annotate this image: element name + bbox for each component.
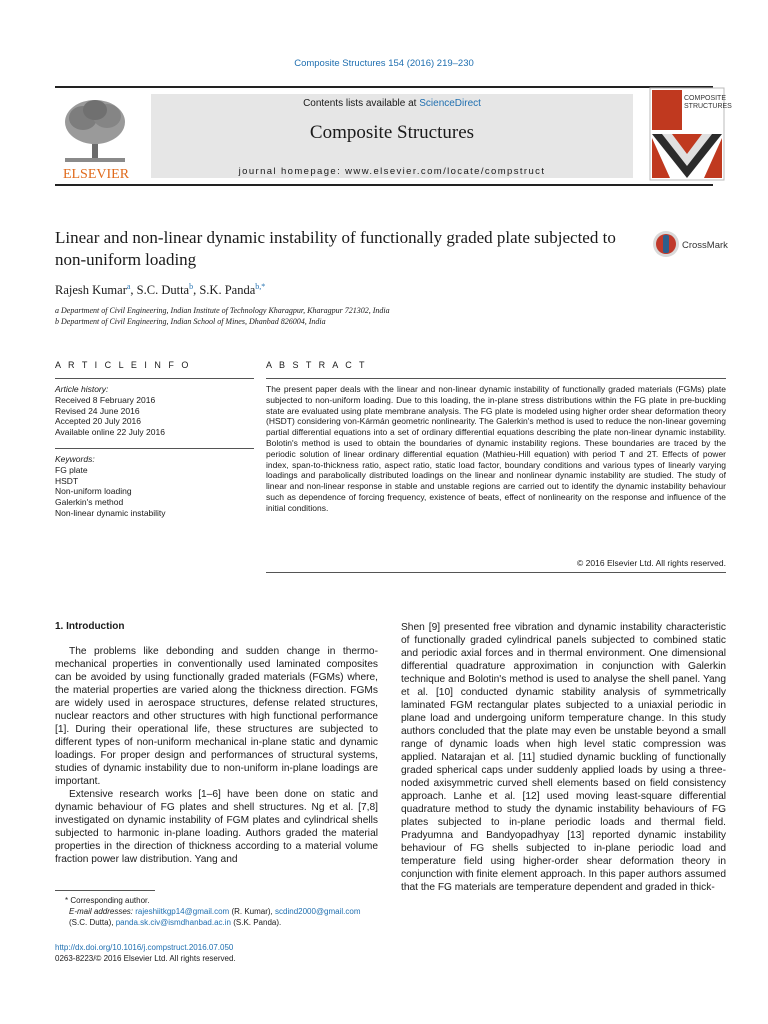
article-info-rule	[55, 378, 254, 379]
body-paragraph: Extensive research works [1–6] have been done on static and dynamic behaviour of FG plates and shell structures. Ng et al. [7,8] investigated on dynamic instability of FGM plates and cylindrical shells subjected to harmonic in-plane loading. Authors graded the material properties in the direction of thickness according to a material volume fraction power law distribution. Yang and	[55, 789, 378, 865]
keyword: FG plate	[55, 464, 88, 475]
keyword: HSDT	[55, 475, 79, 486]
article-info-divider	[55, 448, 254, 449]
history-item: Accepted 20 July 2016	[55, 416, 142, 427]
email-link[interactable]: rajeshiitkgp14@gmail.com	[135, 907, 230, 916]
abstract-text: The present paper deals with the linear and non-linear dynamic instability of functionally graded materials (FGMs) plate subjected to non-uniform loading. Due to this loading, the in-plane stress distributions within the FG plate in pre-buckling state are evaluated using plate membrane analysis. The FG plate is modeled using higher order shear deformation theory (HSDT) considering von-Kármán geometric nonlinearity. The Galerkin's method is used to reduce the non-linear governing partial differential equations into a set of ordinary differential equations describing the plate non-linear dynamic instability. Bolotin's method is used to obtain the boundaries of dynamic instability regions. These boundaries are traced by the periodic solution of linear ordinary differential equation (Mathieu-Hill equation) with period T and 2T. Effects of power index, span-to-thickness ratio, aspect ratio, static load factor, boundary conditions and various types of linearly varying loadings and parabolically distributed loadings on the linear and nonlinear dynamic instability are studied. The study of linear and non-linear response in stable and unstable regions are carried out to identify the dynamic instability behaviour such as dependence of forcing frequency, existence of beats, effect of nonlinearity on the response and influence of the initial conditions.	[266, 384, 726, 513]
cover-title-line1: COMPOSITE	[684, 95, 727, 102]
email-label: E-mail addresses:	[69, 907, 134, 916]
contents-line	[151, 98, 633, 109]
body-left-column	[55, 645, 378, 866]
keyword: Galerkin's method	[55, 497, 124, 508]
keywords	[55, 454, 166, 519]
author-list: Rajesh Kumar$^a$, S.C. Dutta$^b$, S.K. Panda$^{b,*}$	[55, 282, 266, 298]
history-item: Available online 22 July 2016	[55, 427, 165, 438]
crossmark-label: CrossMark	[682, 240, 728, 251]
article-history	[55, 384, 165, 438]
history-label: Article history:	[55, 384, 109, 394]
author-name: Rajesh Kumar	[55, 283, 127, 298]
doi-block	[55, 942, 236, 964]
email-link[interactable]: scdind2000@gmail.com	[275, 907, 361, 916]
body-right-column	[401, 621, 726, 894]
journal-citation[interactable]: Composite Structures 154 (2016) 219–230	[294, 58, 474, 69]
crossmark-badge[interactable]	[652, 229, 732, 261]
author-affil-mark[interactable]: b	[189, 282, 194, 291]
journal-cover-graphic	[650, 88, 732, 180]
footnote	[55, 895, 378, 928]
affiliations	[55, 305, 390, 327]
cover-title-line2: STRUCTURES	[684, 103, 732, 110]
crossmark-icon	[652, 229, 732, 261]
elsevier-logo	[55, 92, 137, 182]
elsevier-tree-icon	[55, 92, 137, 182]
keyword: Non-linear dynamic instability	[55, 507, 166, 518]
journal-header-box	[151, 94, 633, 178]
affiliation: b Department of Civil Engineering, Indian School of Mines, Dhanbad 826004, India	[55, 317, 326, 326]
header-rule-bottom	[55, 184, 713, 186]
journal-cover	[650, 88, 732, 180]
affiliation: a Department of Civil Engineering, Indian Institute of Technology Kharagpur, Kharagpur 721302, India	[55, 306, 390, 315]
author-name: S.K. Panda	[199, 283, 256, 298]
email-owner: (S.K. Panda).	[233, 918, 282, 927]
doi-link[interactable]: http://dx.doi.org/10.1016/j.compstruct.2016.07.050	[55, 943, 234, 952]
abstract-copyright: © 2016 Elsevier Ltd. All rights reserved.	[577, 558, 726, 568]
keyword: Non-uniform loading	[55, 486, 132, 497]
contents-prefix: Contents lists available at	[303, 98, 420, 109]
abstract-heading: A B S T R A C T	[266, 360, 368, 370]
abstract-bottom-rule	[266, 572, 726, 573]
corresponding-author-note: * Corresponding author.	[65, 896, 150, 905]
elsevier-wordmark: ELSEVIER	[62, 167, 130, 182]
author-affil-mark[interactable]: b,*	[255, 282, 266, 291]
email-link[interactable]: panda.sk.civ@ismdhanbad.ac.in	[115, 918, 231, 927]
header-rule-top	[55, 86, 713, 88]
journal-name: Composite Structures	[309, 122, 475, 143]
history-item: Received 8 February 2016	[55, 394, 156, 405]
keywords-label: Keywords:	[55, 454, 95, 464]
email-owner: (S.C. Dutta),	[69, 918, 114, 927]
body-paragraph: Shen [9] presented free vibration and dynamic instability characteristic of functionally graded cylindrical panels subjected to combined static and periodic axial forces and in thermal environment. One dimensional differential quadrature approximation in conjunction with Galerkin technique and Bolotin's method is used to analyse the shell panel. Yang et al. [10] conducted dynamic stability analysis of symmetrically laminated FGM rectangular plates subjected to a uniaxial periodic in plane load and undergoing uniform temperature change. In this study authors concluded that the plate may even be unstable beyond a small range of dynamic loads when high level static compression was applied. Natarajan et al. [11] studied dynamic buckling of functionally graded spherical caps under suddenly applied loads by using a three-noded axisymmetric curved shell elements based on field consistency approach. Lanhe et al. [12] used moving least-square differential quadrature method to study the dynamic instability behaviours of FG plates subjected to in-plane periodic loads and thermal field. Pradyumna and Bandyopadhyay [13] reported dynamic instability behaviour of FG shells subjected to in-plane periodic load and temperature field using higher-order shear deformation theory in conjunction with finite element approach. In this paper authors assumed that the FG materials are temperature dependent and graded in thick-	[401, 622, 726, 893]
footnote-rule	[55, 890, 155, 891]
email-owner: (R. Kumar),	[231, 907, 273, 916]
article-title: Linear and non-linear dynamic instability of functionally graded plate subjected to non-uniform loading	[55, 228, 616, 269]
author-name: S.C. Dutta	[136, 283, 190, 298]
body-paragraph: The problems like debonding and sudden change in thermo-mechanical properties in conventionally used laminated composites can be avoided by using functionally graded materials (FGMs) where, the material properties are varied along the thickness direction. FGMs are widely used in aerospace structures, defense related structures, nuclear reactors and other structures with high functional performance [1]. During their operational life, these structures are subjected to different types of non-uniform mechanical in-plane static and dynamic loadings. For proper design and performances of structural systems, studies of dynamic instability due to non-uniform in-plane loadings are important.	[55, 646, 378, 787]
section-heading: 1. Introduction	[55, 621, 125, 632]
article-info-heading: A R T I C L E I N F O	[55, 360, 191, 370]
author-affil-mark[interactable]: a	[126, 282, 131, 291]
journal-homepage[interactable]: journal homepage: www.elsevier.com/locate/compstruct	[238, 166, 546, 177]
issn-line: 0263-8223/© 2016 Elsevier Ltd. All rights reserved.	[55, 954, 236, 963]
sciencedirect-link[interactable]: ScienceDirect	[419, 98, 481, 109]
abstract-rule	[266, 378, 726, 379]
history-item: Revised 24 June 2016	[55, 405, 140, 416]
